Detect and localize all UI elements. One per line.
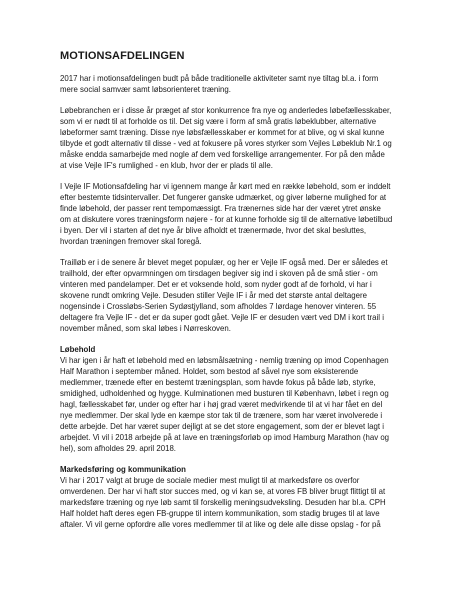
section-line: medlemmer, trænede efter en bestemt træningsplan, som havde fokus på både løb, styrke, [60, 378, 376, 387]
section-line: arbejdet. Vi vil i 2018 arbejde på at lave en træningsforløb op imod Hamburg Marathon (hav og [60, 433, 390, 442]
paragraph-line: tilbyde et godt alternativ til disse - ved at fokusere på vores styrker som Vejles Løbeklub Nr.1 og [60, 139, 392, 148]
paragraph-line: deltagere fra Vejle IF - det er da super godt gået. Vejle IF er desuden vært ved DM i kort trail i [60, 313, 384, 322]
section-line: Vi har i 2017 valgt at bruge de sociale medier mest muligt til at markedsføre os overfor [60, 476, 360, 485]
paragraph-line: november måned, som skal løbes i Nørreskoven. [60, 324, 231, 333]
section-line: Vi har igen i år haft et løbehold med en løbsmålsætning - nemlig træning op imod Copenhagen [60, 356, 389, 365]
intro-paragraphs [60, 73, 416, 334]
paragraph-line: nogensinde i Crossløbs-Serien Sydøstjylland, som afholdes 7 lørdage henover vinteren. 55 [60, 302, 377, 311]
section-line: hel), som afholdes 29. april 2018. [60, 444, 176, 453]
paragraph-line: Trailløb er i de senere år blevet meget populær, og her er Vejle IF også med. Der er således et [60, 258, 388, 267]
section [60, 464, 416, 530]
paragraph-line: måske endda samarbejde med nogle af dem ved forskellige arrangementer. For på den måde [60, 150, 385, 159]
paragraph [60, 105, 416, 171]
section-line: Half holdet haft deres egen FB-gruppe til intern kommunikation, som stadig bruges til at lave [60, 509, 380, 518]
paragraph [60, 257, 416, 334]
paragraph-line: at vise Vejle IF's rumlighed - en klub, hvor der er plads til alle. [60, 161, 273, 170]
section-body [60, 475, 416, 530]
paragraph-line: mere social samvær samt løbsorienteret træning. [60, 85, 231, 94]
section-line: hagl, fællesskabet før, under og efter har i høj grad været medvirkende til at vi har fået en del [60, 400, 383, 409]
paragraph-line: i byen. Der vil i starten af det nye år blive afholdt et trænermøde, hvor det skal besluttes, [60, 226, 367, 235]
paragraph [60, 73, 416, 95]
section-heading: Løbehold [60, 345, 96, 354]
section [60, 344, 416, 454]
paragraph-line: Løbebranchen er i disse år præget af stor konkurrence fra nye og anderledes løbefællesskaber, [60, 106, 392, 115]
section-line: dette arbejde. Det har været super dejligt at se det store engagement, som der er blevet lagt i [60, 422, 384, 431]
paragraph-line: hvordan træningen fremover skal foregå. [60, 237, 202, 246]
section-line: markedsføre træning og nye løb samt til forskellig meningsudveksling. Desuden har bl.a. CPH [60, 498, 386, 507]
paragraph-line: om at diskutere vores træningsform nøjere - for at kunne forholde sig til de alternative løbetilbud [60, 215, 393, 224]
section-heading: Markedsføring og kommunikation [60, 465, 186, 474]
paragraph-line: vinteren med pandelamper. Det er et voksende hold, som nyder godt af de forhold, vi har i [60, 280, 372, 289]
paragraph [60, 181, 416, 247]
paragraph-line: 2017 har i motionsafdelingen budt på både traditionelle aktiviteter samt nye tiltag bl.a. i form [60, 74, 379, 83]
paragraph-line: I Vejle IF Motionsafdeling har vi igennem mange år kørt med en række løbehold, som er inddelt [60, 182, 391, 191]
section-line: nye medlemmer. Der skal lyde en kæmpe stor tak til de trænere, som har været involverede i [60, 411, 383, 420]
paragraph-line: efter bestemte tidsintervaller. Det fungerer ganske udmærket, og giver løberne mulighed for at [60, 193, 387, 202]
page-title: MOTIONSAFDELINGEN [60, 50, 185, 62]
section-line: omverdenen. Der har vi haft stor succes med, og vi kan se, at vores FB bliver brugt flittigt til at [60, 487, 386, 496]
section-line: Half Marathon i september måned. Holdet, som bestod af såvel nye som eksisterende [60, 367, 359, 376]
paragraph-line: løbeformer samt træning. Disse nye løbsfællesskaber er kommet for at blive, og vi skal kunne [60, 128, 385, 137]
paragraph-line: trailhold, der efter opvarmningen om tirsdagen begiver sig ind i skoven på de små stier - om [60, 269, 378, 278]
paragraph-line: finde løbehold, der passer rent tempomæssigt. Fra trænernes side har der været ytret ønske [60, 204, 381, 213]
document-sections [60, 344, 416, 530]
paragraph-line: skovene rundt omkring Vejle. Desuden stiller Vejle IF i år med det største antal deltagere [60, 291, 367, 300]
section-line: aftaler. Vi vil gerne opfordre alle vores medlemmer til at like og dele alle disse opslag - for på [60, 520, 381, 529]
paragraph-line: som vi er nødt til at forholde os til. Det sig være i form af små gratis løbeklubber, alternative [60, 117, 377, 126]
document-page [60, 50, 416, 540]
section-body [60, 355, 416, 454]
section-line: smidighed, udholdenhed og hygge. Kulminationen med busturen til København, løbet i regn og [60, 389, 389, 398]
